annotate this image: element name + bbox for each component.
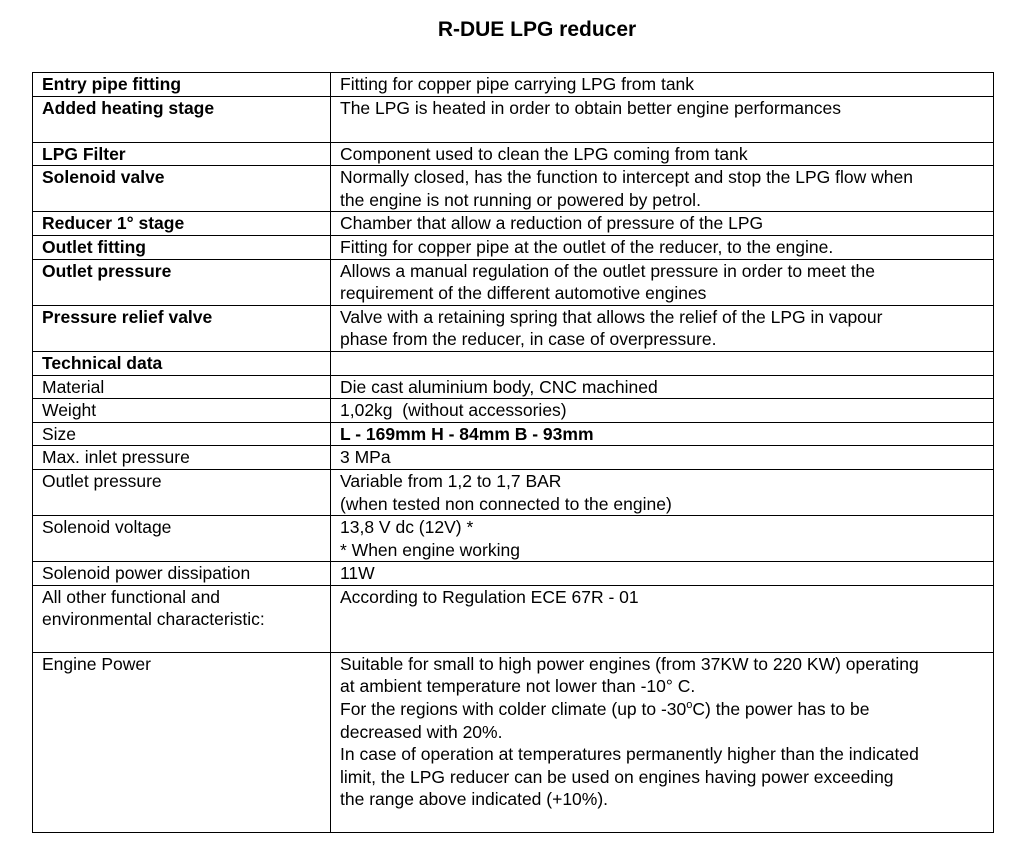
spec-name: Size <box>33 422 331 446</box>
spec-name: Weight <box>33 399 331 423</box>
spec-value <box>331 469 994 515</box>
component-description: The LPG is heated in order to obtain better engine performances <box>331 96 994 142</box>
table-row <box>33 399 994 423</box>
spec-name: Solenoid power dissipation <box>33 562 331 586</box>
value-line: the range above indicated (+10%). <box>340 789 609 810</box>
component-name: Pressure relief valve <box>33 305 331 351</box>
value-line: In case of operation at temperatures permanently higher than the indicated <box>340 744 919 765</box>
value-line <box>340 698 984 721</box>
value-line: (when tested non connected to the engine) <box>340 493 672 514</box>
table-row <box>33 562 994 586</box>
description-line: Allows a manual regulation of the outlet pressure in order to meet the <box>340 260 876 281</box>
table-row <box>33 235 994 259</box>
value-line: 13,8 V dc (12V) * <box>340 517 474 538</box>
value-line: decreased with 20%. <box>340 721 503 742</box>
component-name: Reducer 1° stage <box>33 212 331 236</box>
table-row <box>33 585 994 652</box>
spec-value: Die cast aluminium body, CNC machined <box>331 375 994 399</box>
component-description: Fitting for copper pipe at the outlet of the reducer, to the engine. <box>331 235 994 259</box>
component-name: Solenoid valve <box>33 166 331 212</box>
table-row <box>33 96 994 142</box>
spec-name: Outlet pressure <box>33 469 331 515</box>
description-line: phase from the reducer, in case of overpressure. <box>340 329 717 350</box>
value-line: limit, the LPG reducer can be used on engines having power exceeding <box>340 766 894 787</box>
table-row <box>33 422 994 446</box>
table-row <box>33 166 994 212</box>
component-name: Outlet pressure <box>33 259 331 305</box>
spec-value: 3 MPa <box>331 446 994 470</box>
table-row <box>33 212 994 236</box>
spec-name: Engine Power <box>33 652 331 832</box>
section-spacer <box>331 351 994 375</box>
table-row <box>33 259 994 305</box>
description-line: requirement of the different automotive engines <box>340 283 707 304</box>
table-row <box>33 375 994 399</box>
component-description: Fitting for copper pipe carrying LPG from tank <box>331 73 994 97</box>
value-line: Variable from 1,2 to 1,7 BAR <box>340 470 562 491</box>
table-row <box>33 516 994 562</box>
description-line: Normally closed, has the function to intercept and stop the LPG flow when <box>340 167 913 188</box>
table-row <box>33 73 994 97</box>
component-name: Entry pipe fitting <box>33 73 331 97</box>
degree-superscript: o <box>686 699 693 712</box>
spec-name: Max. inlet pressure <box>33 446 331 470</box>
spec-value: 11W <box>331 562 994 586</box>
component-name: LPG Filter <box>33 142 331 166</box>
table-row <box>33 305 994 351</box>
table-row <box>33 469 994 515</box>
component-description <box>331 166 994 212</box>
name-line: All other functional and <box>42 586 221 607</box>
section-header-row <box>33 351 994 375</box>
value-line: at ambient temperature not lower than -10° C. <box>340 676 696 697</box>
spec-value <box>331 516 994 562</box>
spec-table <box>32 72 994 833</box>
value-line: * When engine working <box>340 539 520 560</box>
description-line: the engine is not running or powered by petrol. <box>340 189 701 210</box>
technical-data-heading: Technical data <box>33 351 331 375</box>
spec-name: Solenoid voltage <box>33 516 331 562</box>
description-line: Valve with a retaining spring that allows the relief of the LPG in vapour <box>340 306 883 327</box>
component-description <box>331 259 994 305</box>
component-description: Component used to clean the LPG coming from tank <box>331 142 994 166</box>
spec-value: L - 169mm H - 84mm B - 93mm <box>331 422 994 446</box>
component-name: Outlet fitting <box>33 235 331 259</box>
component-description: Chamber that allow a reduction of pressure of the LPG <box>331 212 994 236</box>
spec-name: Material <box>33 375 331 399</box>
value-line: Suitable for small to high power engines (from 37KW to 220 KW) operating <box>340 653 919 674</box>
value-fragment: For the regions with colder climate (up to -30 <box>340 699 687 720</box>
component-description <box>331 305 994 351</box>
spec-value <box>331 652 994 832</box>
spec-value: 1,02kg (without accessories) <box>331 399 994 423</box>
spec-name <box>33 585 331 652</box>
document-title: R-DUE LPG reducer <box>437 18 637 41</box>
value-fragment: C) the power has to be <box>692 699 870 720</box>
table-row <box>33 142 994 166</box>
name-line: environmental characteristic: <box>42 609 265 630</box>
spec-value: According to Regulation ECE 67R - 01 <box>331 585 994 652</box>
table-row <box>33 446 994 470</box>
component-name: Added heating stage <box>33 96 331 142</box>
table-row <box>33 652 994 832</box>
